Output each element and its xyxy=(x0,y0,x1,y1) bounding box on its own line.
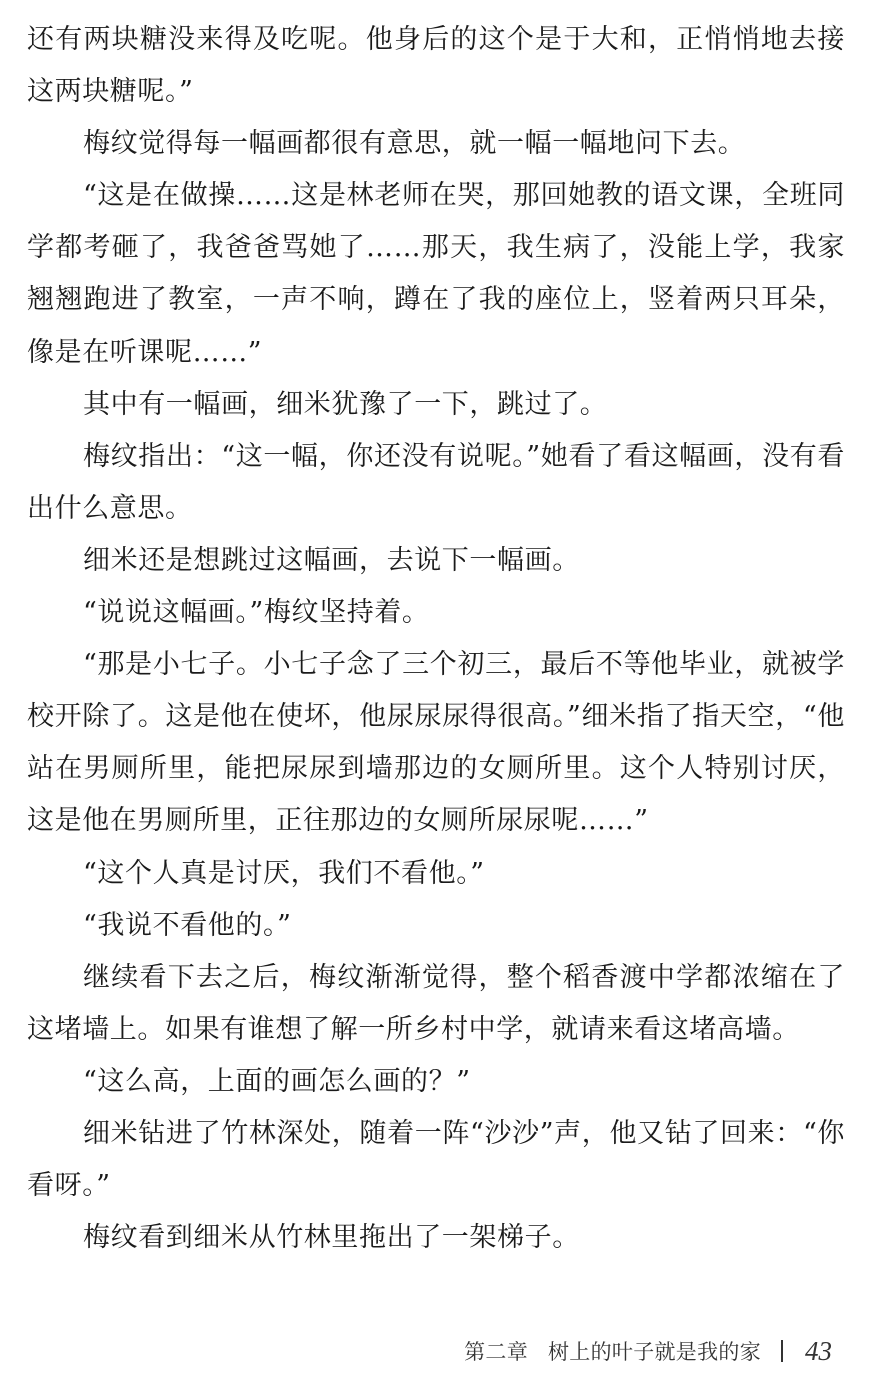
chapter-number: 第二章 xyxy=(464,1340,528,1364)
page-number: 43 xyxy=(805,1335,832,1366)
paragraph: “这是在做操……这是林老师在哭，那回她教的语文课，全班同学都考砸了，我爸爸骂她了……那天，我生病了，没能上学，我家翘翘跑进了教室，一声不响，蹲在了我的座位上，竖着两只耳朵，像是在听课呢……” xyxy=(27,180,845,368)
chapter-title: 树上的叶子就是我的家 xyxy=(548,1340,761,1364)
paragraph: “我说不看他的。” xyxy=(83,909,292,941)
paragraph: 细米还是想跳过这幅画，去说下一幅画。 xyxy=(83,544,580,576)
page-footer xyxy=(464,1333,832,1369)
paragraph: “这么高，上面的画怎么画的？” xyxy=(83,1065,471,1097)
footer-divider xyxy=(781,1340,783,1362)
paragraph: 梅纹觉得每一幅画都很有意思，就一幅一幅地问下去。 xyxy=(83,128,746,160)
paragraph: “这个人真是讨厌，我们不看他。” xyxy=(83,857,485,889)
paragraph: 细米钻进了竹林深处，随着一阵“沙沙”声，他又钻了回来：“你看呀。” xyxy=(27,1117,845,1202)
running-header xyxy=(464,1336,761,1366)
paragraph: 还有两块糖没来得及吃呢。他身后的这个是于大和，正悄悄地去接这两块糖呢。” xyxy=(27,24,845,108)
paragraph: “那是小七子。小七子念了三个初三，最后不等他毕业，就被学校开除了。这是他在使坏，他尿尿尿得很高。”细米指了指天空，“他站在男厕所里，能把尿尿到墙那边的女厕所里。这个人特别讨厌，这是他在男厕所里，正往那边的女厕所尿尿呢……” xyxy=(27,649,845,837)
paragraph: 梅纹看到细米从竹林里拖出了一架梯子。 xyxy=(83,1222,580,1254)
paragraph: 继续看下去之后，梅纹渐渐觉得，整个稻香渡中学都浓缩在了这堵墙上。如果有谁想了解一所乡村中学，就请来看这堵高墙。 xyxy=(27,961,845,1045)
paragraph: “说说这幅画。”梅纹坚持着。 xyxy=(83,597,430,629)
paragraph: 梅纹指出：“这一幅，你还没有说呢。”她看了看这幅画，没有看出什么意思。 xyxy=(27,440,845,524)
body-text xyxy=(27,14,845,1264)
paragraph: 其中有一幅画，细米犹豫了一下，跳过了。 xyxy=(83,388,608,420)
